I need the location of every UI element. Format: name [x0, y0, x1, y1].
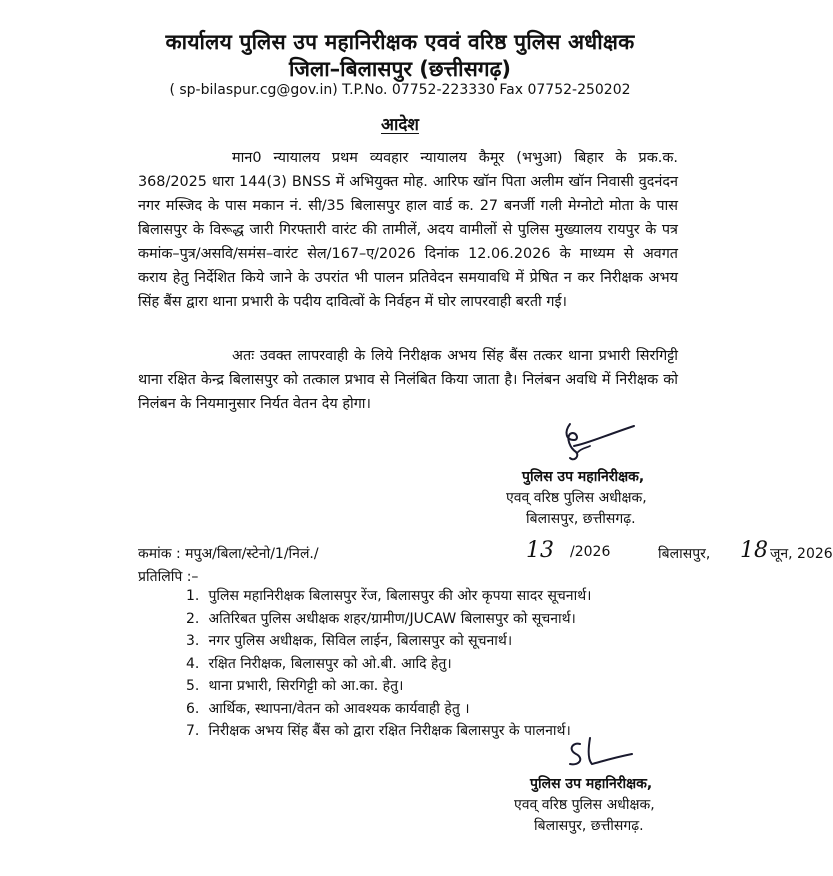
signatory-designation: पुलिस उप महानिरीक्षक,: [522, 469, 645, 485]
district-heading: जिला–बिलासपुर (छत्तीसगढ़): [288, 57, 512, 81]
signatory-location: बिलासपुर, छत्तीसगढ़.: [534, 818, 644, 834]
reference-date: जून, 2026: [770, 546, 833, 562]
reference-number: कमांक : मपुअ/बिला/स्टेनो/1/निलं./: [138, 546, 319, 562]
office-heading: कार्यालय पुलिस उप महानिरीक्षक एववं वरिष्ठ पुलिस अधीक्षक: [165, 30, 635, 54]
list-item: 5. थाना प्रभारी, सिरगिट्टी को आ.का. हेतु।: [186, 678, 404, 694]
signatory-designation-2: एवव् वरिष्ठ पुलिस अधीक्षक,: [514, 797, 655, 813]
list-item: 6. आर्थिक, स्थापना/वेतन को आवश्यक कार्यवाही हेतु ।: [186, 700, 470, 717]
list-item: 7. निरीक्षक अभय सिंह बैंस को द्वारा रक्षित निरीक्षक बिलासपुर के पालनार्थ।: [186, 723, 571, 739]
signatory-location: बिलासपुर, छत्तीसगढ़.: [526, 511, 636, 527]
signatory-designation: पुलिस उप महानिरीक्षक,: [530, 776, 653, 792]
handwritten-number: 13: [526, 538, 554, 563]
signature-icon-2: [560, 732, 640, 776]
copy-to-list: [186, 585, 591, 743]
signature-block: [500, 467, 740, 530]
list-item: 1. पुलिस महानिरीक्षक बिलासपुर रेंज, बिलासपुर की ओर कृपया सादर सूचनार्थ।: [186, 588, 592, 604]
handwritten-day: 18: [740, 538, 768, 563]
reference-place: बिलासपुर,: [658, 546, 711, 562]
list-item: 2. अतिरिबत पुलिस अधीक्षक शहर/ग्रामीण/JUCAW बिलासपुर को सूचनार्थ।: [186, 610, 576, 627]
order-paragraph-2: अतः उवक्त लापरवाही के लिये निरीक्षक अभय सिंह बैंस तत्कर थाना प्रभारी सिरगिट्टी थाना रक्षित केन्द्र बिलासपुर को तत्काल प्रभाव से निलंबित किया जाता है। निलंबन अवधि में निरीक्षक को निलंबन के नियमानुसार निर्यत वेतन देय होगा।: [138, 348, 678, 412]
signature-block-2: [508, 774, 748, 837]
contact-line: ( sp-bilaspur.cg@gov.in) T.P.No. 07752-223330 Fax 07752-250202: [169, 82, 631, 98]
reference-line: [138, 538, 833, 566]
copy-to-label: प्रतिलिपि :–: [138, 569, 199, 585]
reference-year: /2026: [570, 544, 611, 560]
signatory-designation-2: एवव् वरिष्ठ पुलिस अधीक्षक,: [506, 490, 647, 506]
list-item: 3. नगर पुलिस अधीक्षक, सिविल लाईन, बिलासपुर को सूचनार्थ।: [186, 633, 513, 649]
order-title: आदेश: [381, 115, 419, 135]
signature-icon: [556, 418, 646, 470]
list-item: 4. रक्षित निरीक्षक, बिलासपुर को ओ.बी. आदि हेतु।: [186, 655, 452, 672]
order-paragraph-1: मान0 न्यायालय प्रथम व्यवहार न्यायालय कैमूर (भभुआ) बिहार के प्रक.क. 368/2025 धारा 144(3) BNSS में अभियुक्त मोह. आरिफ खॉन पिता अलीम खॉन निवासी वुदनंदन नगर मस्जिद के पास मकान नं. सी/35 बिलासपुर हाल वार्ड क. 27 बनर्जी गली मेग्नोटो मोता के पास बिलासपुर के विरूद्ध जारी गिरफ्तारी वारंट की तामीलें, अदय वामीलों से पुलिस मुख्यालय रायपुर के पत्र कमांक–पुत्र/असवि/समंस–वारंट सेल/167–ए/2026 दिनांक 12.06.2026 के माध्यम से अवगत कराय हेतु निर्देशित किये जाने के उपरांत भी पालन प्रतिवेदन समयावधि में प्रेषित न कर निरीक्षक अभय सिंह बैंस द्वारा थाना प्रभारी के पदीय दावित्वों के निर्वहन में घोर लापरवाही बरती गई।: [138, 150, 678, 310]
